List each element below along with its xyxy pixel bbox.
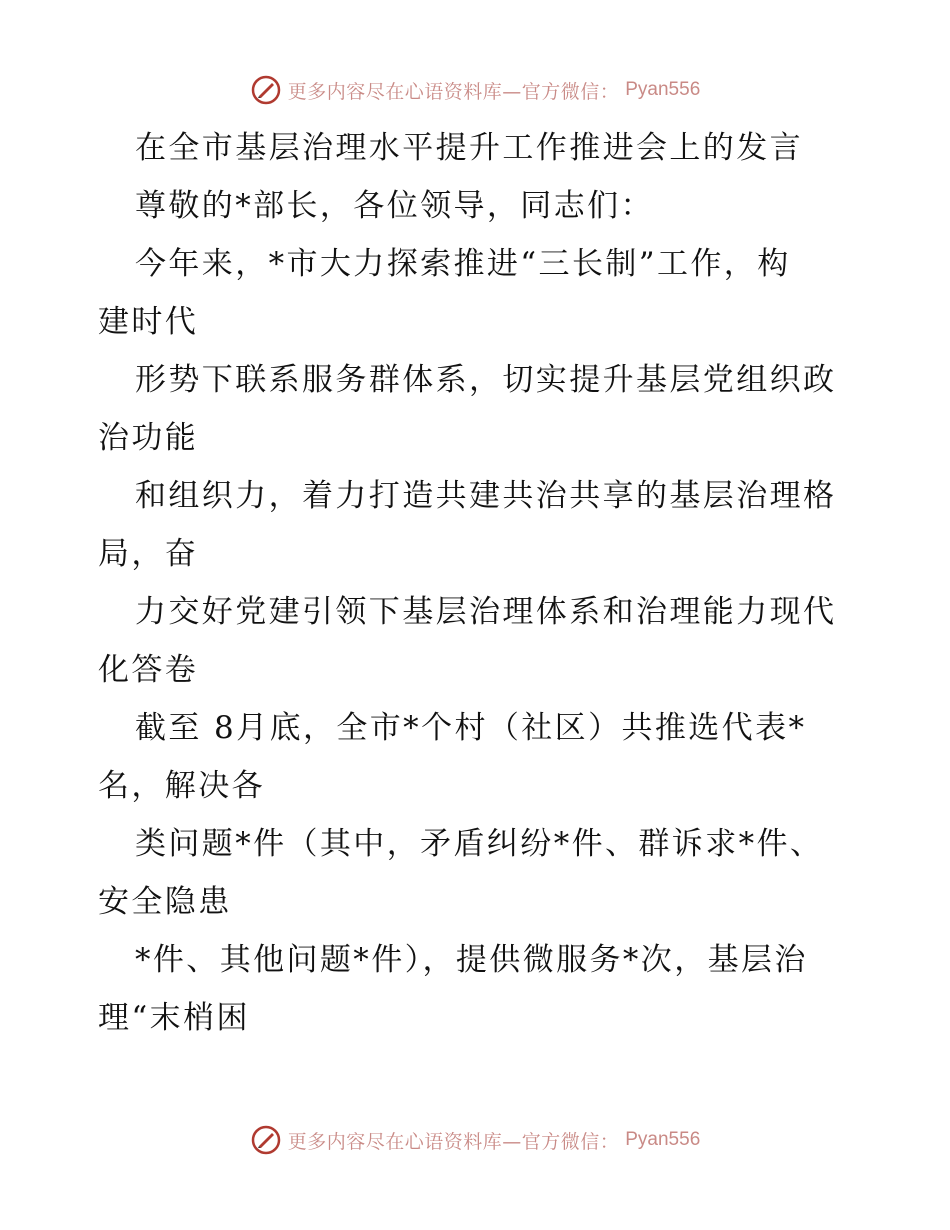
paragraph-line: 安全隐患 [98,884,232,920]
watermark-id: Pyan556 [625,1129,701,1150]
paragraph-line: 建时代 [98,304,199,340]
paragraph-line: 理“末梢困 [98,1000,250,1036]
paragraph-line: 化答卷 [98,652,199,688]
paragraph-line: 和组织力，着力打造共建共治共享的基层治理格 [135,478,837,514]
paragraph-line: 截至 8月底，全市*个村（社区）共推选代表* [135,710,807,746]
paragraph-line: 名，解决各 [98,768,265,804]
paragraph-line: 力交好党建引领下基层治理体系和治理能力现代 [135,594,837,630]
paragraph-line: 局，奋 [98,536,199,572]
document-title: 在全市基层治理水平提升工作推进会上的发言 [135,130,803,166]
watermark-banner-bottom [0,1120,950,1160]
salutation: 尊敬的*部长，各位领导，同志们： [135,188,654,224]
paragraph-line: 治功能 [98,420,199,456]
quill-seal-icon [250,74,282,106]
paragraph-line: *件、其他问题*件），提供微服务*次，基层治 [135,942,808,978]
watermark-id: Pyan556 [625,79,701,100]
quill-seal-icon [250,1124,282,1156]
paragraph-line: 类问题*件（其中，矛盾纠纷*件、群诉求*件、 [135,826,824,862]
paragraph-line: 今年来，*市大力探索推进“三长制”工作，构 [135,246,791,282]
paragraph-line: 形势下联系服务群体系，切实提升基层党组织政 [135,362,837,398]
watermark-text: 更多内容尽在心语资料库—官方微信： [287,1130,620,1153]
watermark-banner-top [0,70,950,110]
watermark-text: 更多内容尽在心语资料库—官方微信： [287,80,620,103]
